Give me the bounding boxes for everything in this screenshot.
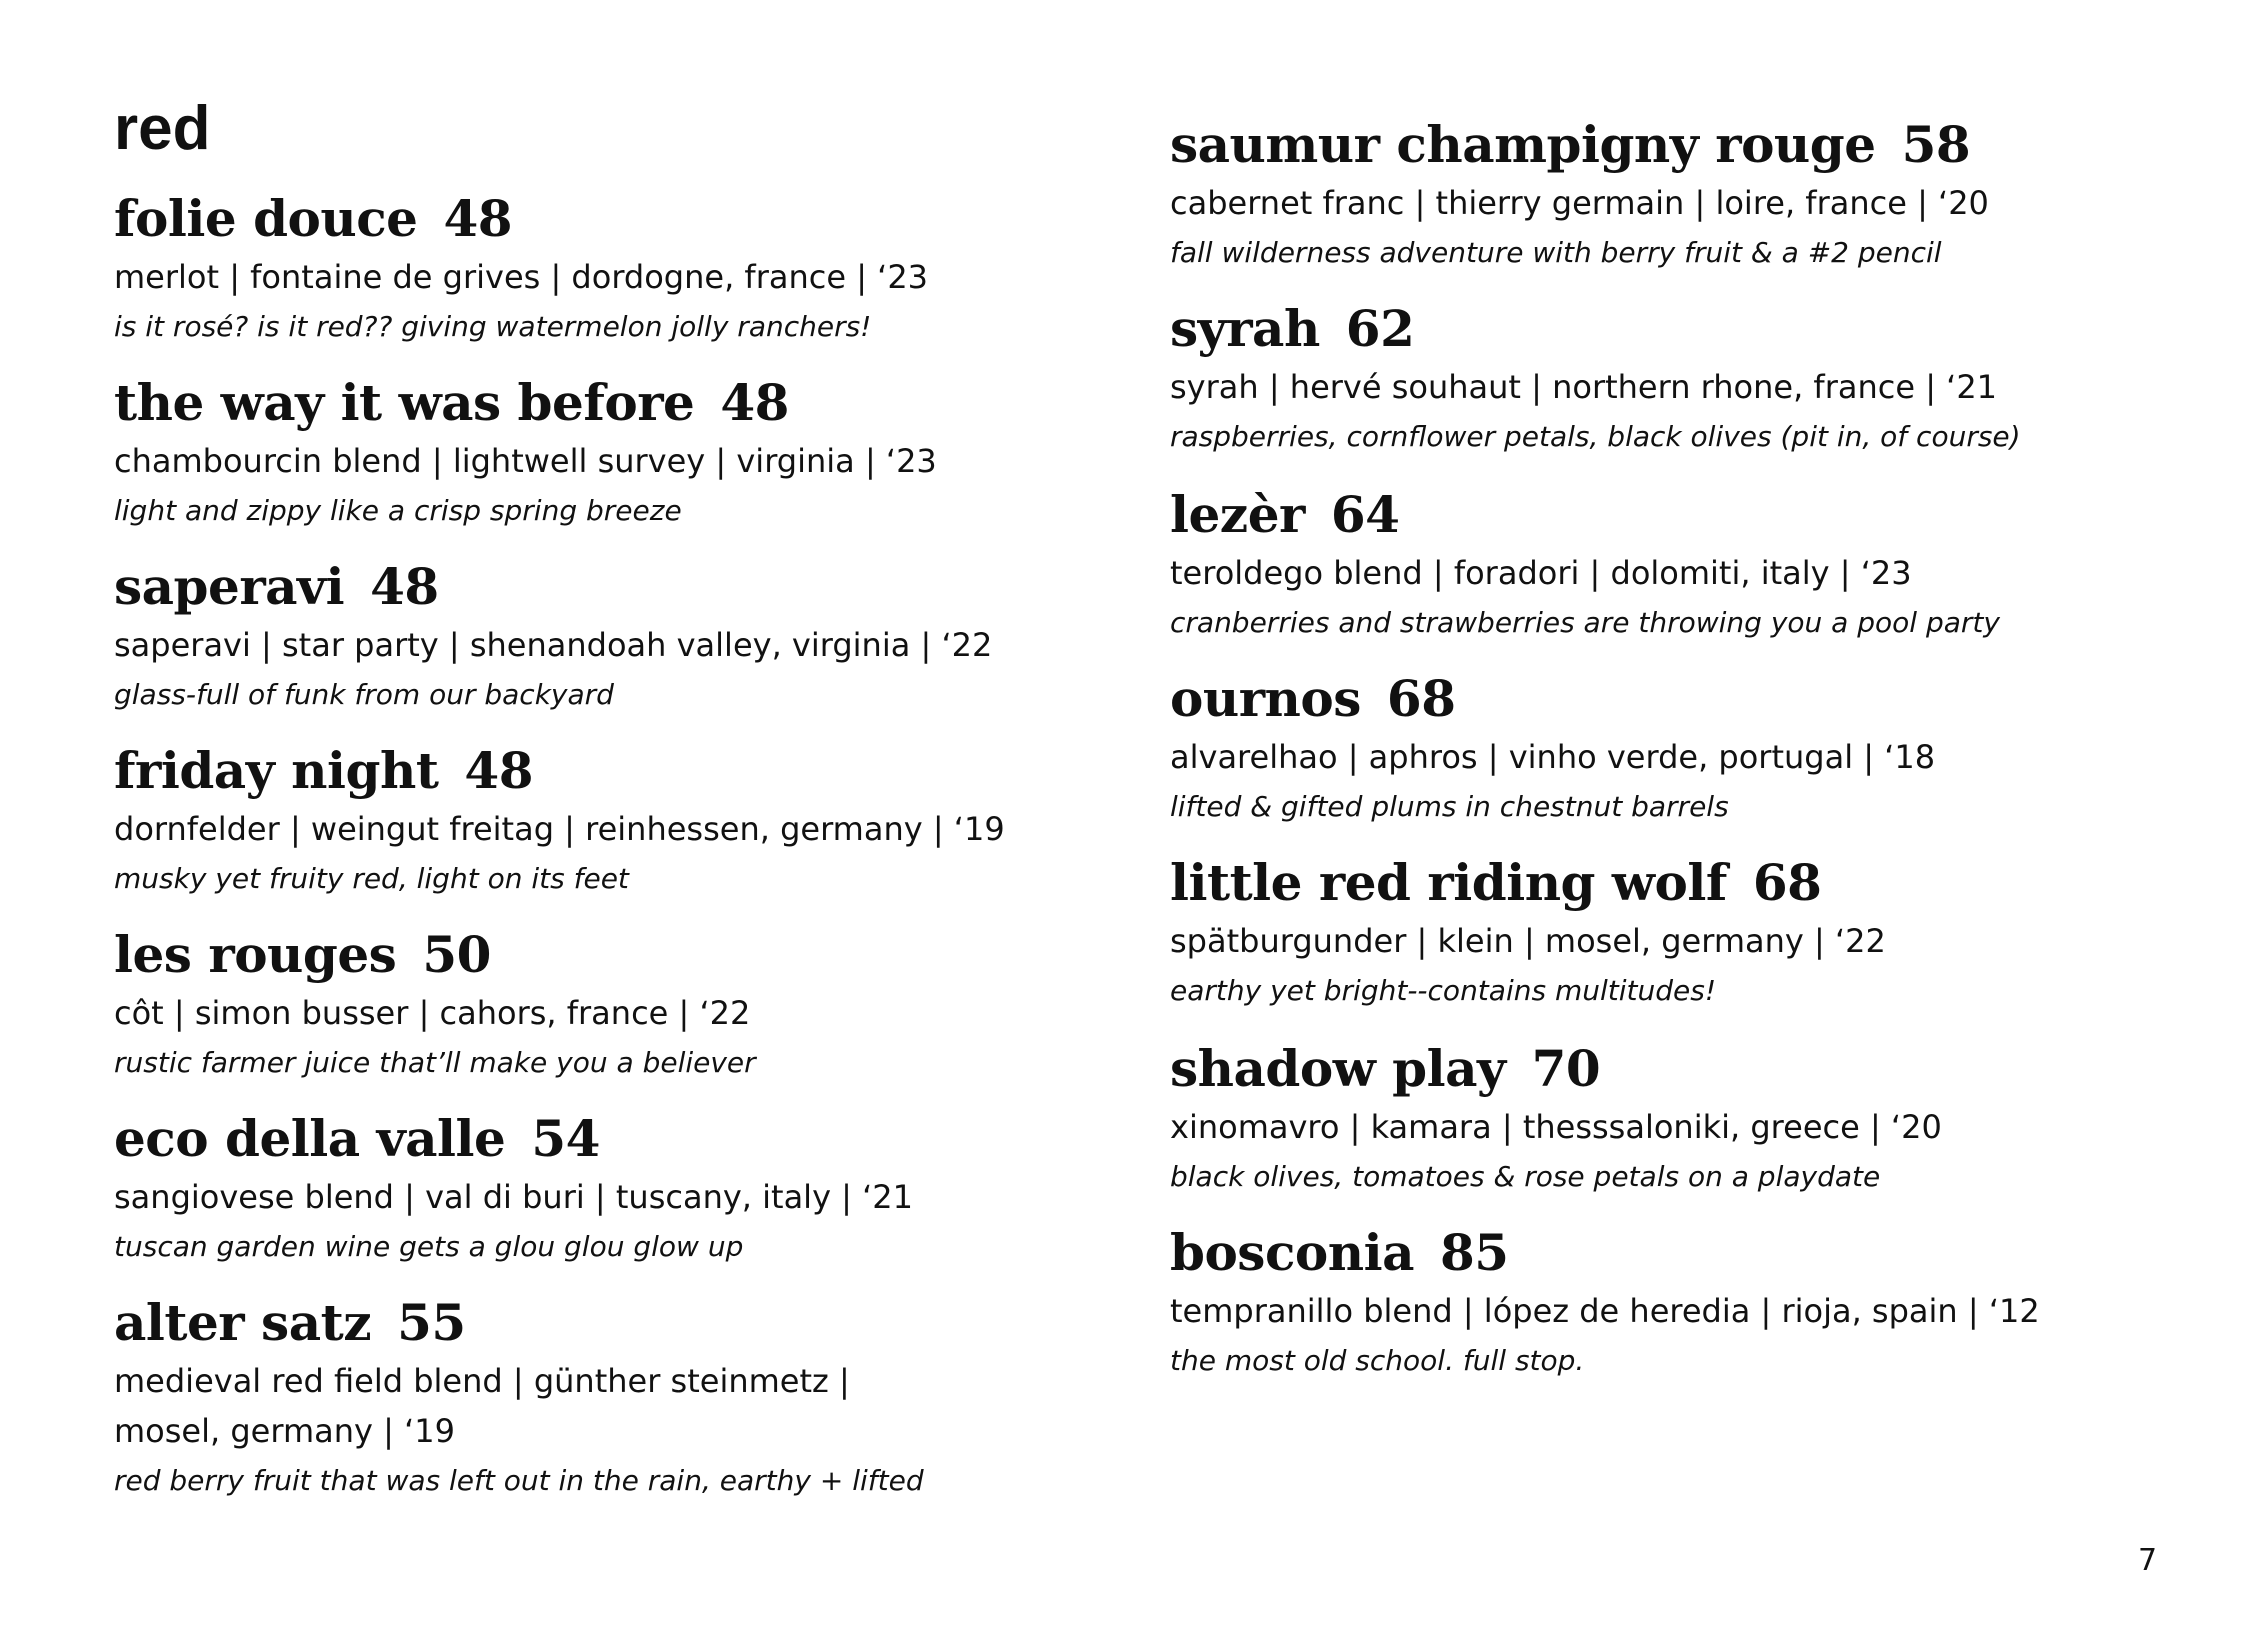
- wine-name-row: [1170, 670, 1935, 728]
- wine-details: dornfelder | weingut freitag | reinhessen, germany | ‘19: [114, 810, 1005, 848]
- wine-entry-syrah: [1170, 300, 2021, 462]
- wine-details: saperavi | star party | shenandoah valley, virginia | ‘22: [114, 626, 993, 664]
- wine-notes: musky yet fruity red, light on its feet: [114, 862, 629, 895]
- wine-details: côt | simon busser | cahors, france | ‘22: [114, 994, 751, 1032]
- wine-notes: light and zippy like a crisp spring breeze: [114, 494, 682, 527]
- wine-details-continued: mosel, germany | ‘19: [114, 1412, 455, 1450]
- wine-details: medieval red field blend | günther steinmetz |: [114, 1362, 850, 1400]
- section-title: red: [114, 94, 211, 163]
- wine-price: 48: [464, 741, 534, 800]
- wine-entry-bosconia: [1170, 1224, 2040, 1386]
- wine-details: spätburgunder | klein | mosel, germany | ‘22: [1170, 922, 1886, 960]
- wine-details: syrah | hervé souhaut | northern rhone, france | ‘21: [1170, 368, 1998, 406]
- wine-entry-saumur-champigny-rouge: [1170, 116, 1989, 278]
- wine-details: xinomavro | kamara | thesssaloniki, greece | ‘20: [1170, 1108, 1942, 1146]
- wine-name-row: [114, 926, 756, 984]
- wine-name: folie douce: [114, 189, 418, 248]
- wine-name-row: [1170, 854, 1886, 912]
- wine-notes: the most old school. full stop.: [1170, 1344, 1585, 1377]
- wine-notes: earthy yet bright--contains multitudes!: [1170, 974, 1717, 1007]
- wine-name-row: [1170, 1224, 2040, 1282]
- wine-price: 48: [370, 557, 439, 616]
- wine-notes: tuscan garden wine gets a glou glou glow up: [114, 1230, 744, 1263]
- wine-price: 48: [720, 373, 789, 432]
- wine-entry-les-rouges: [114, 926, 756, 1088]
- wine-name-row: [1170, 300, 2021, 358]
- wine-name: saperavi: [114, 557, 345, 616]
- wine-price: 68: [1752, 853, 1822, 912]
- wine-name-row: [114, 190, 928, 248]
- wine-name-row: [1170, 1040, 1942, 1098]
- wine-name-row: [114, 374, 937, 432]
- wine-price: 70: [1531, 1039, 1601, 1098]
- page-number: 7: [2138, 1543, 2158, 1578]
- wine-price: 62: [1345, 299, 1415, 358]
- wine-entry-the-way-it-was-before: [114, 374, 937, 536]
- wine-notes: lifted & gifted plums in chestnut barrels: [1170, 790, 1729, 823]
- wine-details: chambourcin blend | lightwell survey | virginia | ‘23: [114, 442, 937, 480]
- wine-notes: glass-full of funk from our backyard: [114, 678, 614, 711]
- wine-name: shadow play: [1170, 1039, 1506, 1098]
- wine-notes: black olives, tomatoes & rose petals on a playdate: [1170, 1160, 1881, 1193]
- wine-details: sangiovese blend | val di buri | tuscany, italy | ‘21: [114, 1178, 914, 1216]
- wine-name: syrah: [1170, 299, 1320, 358]
- wine-name-row: [114, 1110, 913, 1168]
- wine-notes: is it rosé? is it red?? giving watermelon jolly ranchers!: [114, 310, 872, 343]
- wine-entry-eco-della-valle: [114, 1110, 913, 1272]
- wine-details: merlot | fontaine de grives | dordogne, france | ‘23: [114, 258, 929, 296]
- wine-name: alter satz: [114, 1293, 372, 1352]
- wine-notes: rustic farmer juice that’ll make you a believer: [114, 1046, 756, 1079]
- wine-notes: cranberries and strawberries are throwing you a pool party: [1170, 606, 2000, 639]
- wine-entry-little-red-riding-wolf: [1170, 854, 1886, 1016]
- wine-notes: raspberries, cornflower petals, black olives (pit in, of course): [1170, 420, 2021, 453]
- wine-name: ournos: [1170, 669, 1361, 728]
- wine-name: lezèr: [1170, 485, 1305, 544]
- wine-entry-alter-satz: [114, 1294, 924, 1506]
- wine-entry-saperavi: [114, 558, 992, 720]
- wine-name: eco della valle: [114, 1109, 506, 1168]
- wine-notes: red berry fruit that was left out in the rain, earthy + lifted: [114, 1464, 924, 1497]
- wine-details: alvarelhao | aphros | vinho verde, portugal | ‘18: [1170, 738, 1936, 776]
- wine-name: friday night: [114, 741, 439, 800]
- wine-name-row: [114, 742, 1005, 800]
- wine-price: 68: [1386, 669, 1456, 728]
- wine-name: bosconia: [1170, 1223, 1414, 1282]
- wine-name-row: [114, 558, 992, 616]
- wine-price: 85: [1440, 1223, 1509, 1282]
- wine-price: 48: [443, 189, 513, 248]
- wine-price: 64: [1330, 485, 1400, 544]
- wine-details: cabernet franc | thierry germain | loire, france | ‘20: [1170, 184, 1989, 222]
- wine-price: 50: [422, 925, 491, 984]
- wine-name-row: [1170, 116, 1989, 174]
- wine-entry-ournos: [1170, 670, 1935, 832]
- wine-notes: fall wilderness adventure with berry fruit & a #2 pencil: [1170, 236, 1942, 269]
- wine-name-row: [1170, 486, 2000, 544]
- wine-name: little red riding wolf: [1170, 853, 1727, 912]
- wine-price: 54: [531, 1109, 600, 1168]
- wine-entry-folie-douce: [114, 190, 928, 352]
- wine-name: saumur champigny rouge: [1170, 115, 1876, 174]
- wine-name: les rouges: [114, 925, 397, 984]
- wine-entry-lezer: [1170, 486, 2000, 648]
- wine-details: tempranillo blend | lópez de heredia | rioja, spain | ‘12: [1170, 1292, 2040, 1330]
- wine-price: 55: [397, 1293, 466, 1352]
- wine-details: teroldego blend | foradori | dolomiti, italy | ‘23: [1170, 554, 1912, 592]
- wine-entry-shadow-play: [1170, 1040, 1942, 1202]
- wine-price: 58: [1901, 115, 1971, 174]
- wine-name: the way it was before: [114, 373, 695, 432]
- wine-name-row: [114, 1294, 924, 1352]
- wine-entry-friday-night: [114, 742, 1005, 904]
